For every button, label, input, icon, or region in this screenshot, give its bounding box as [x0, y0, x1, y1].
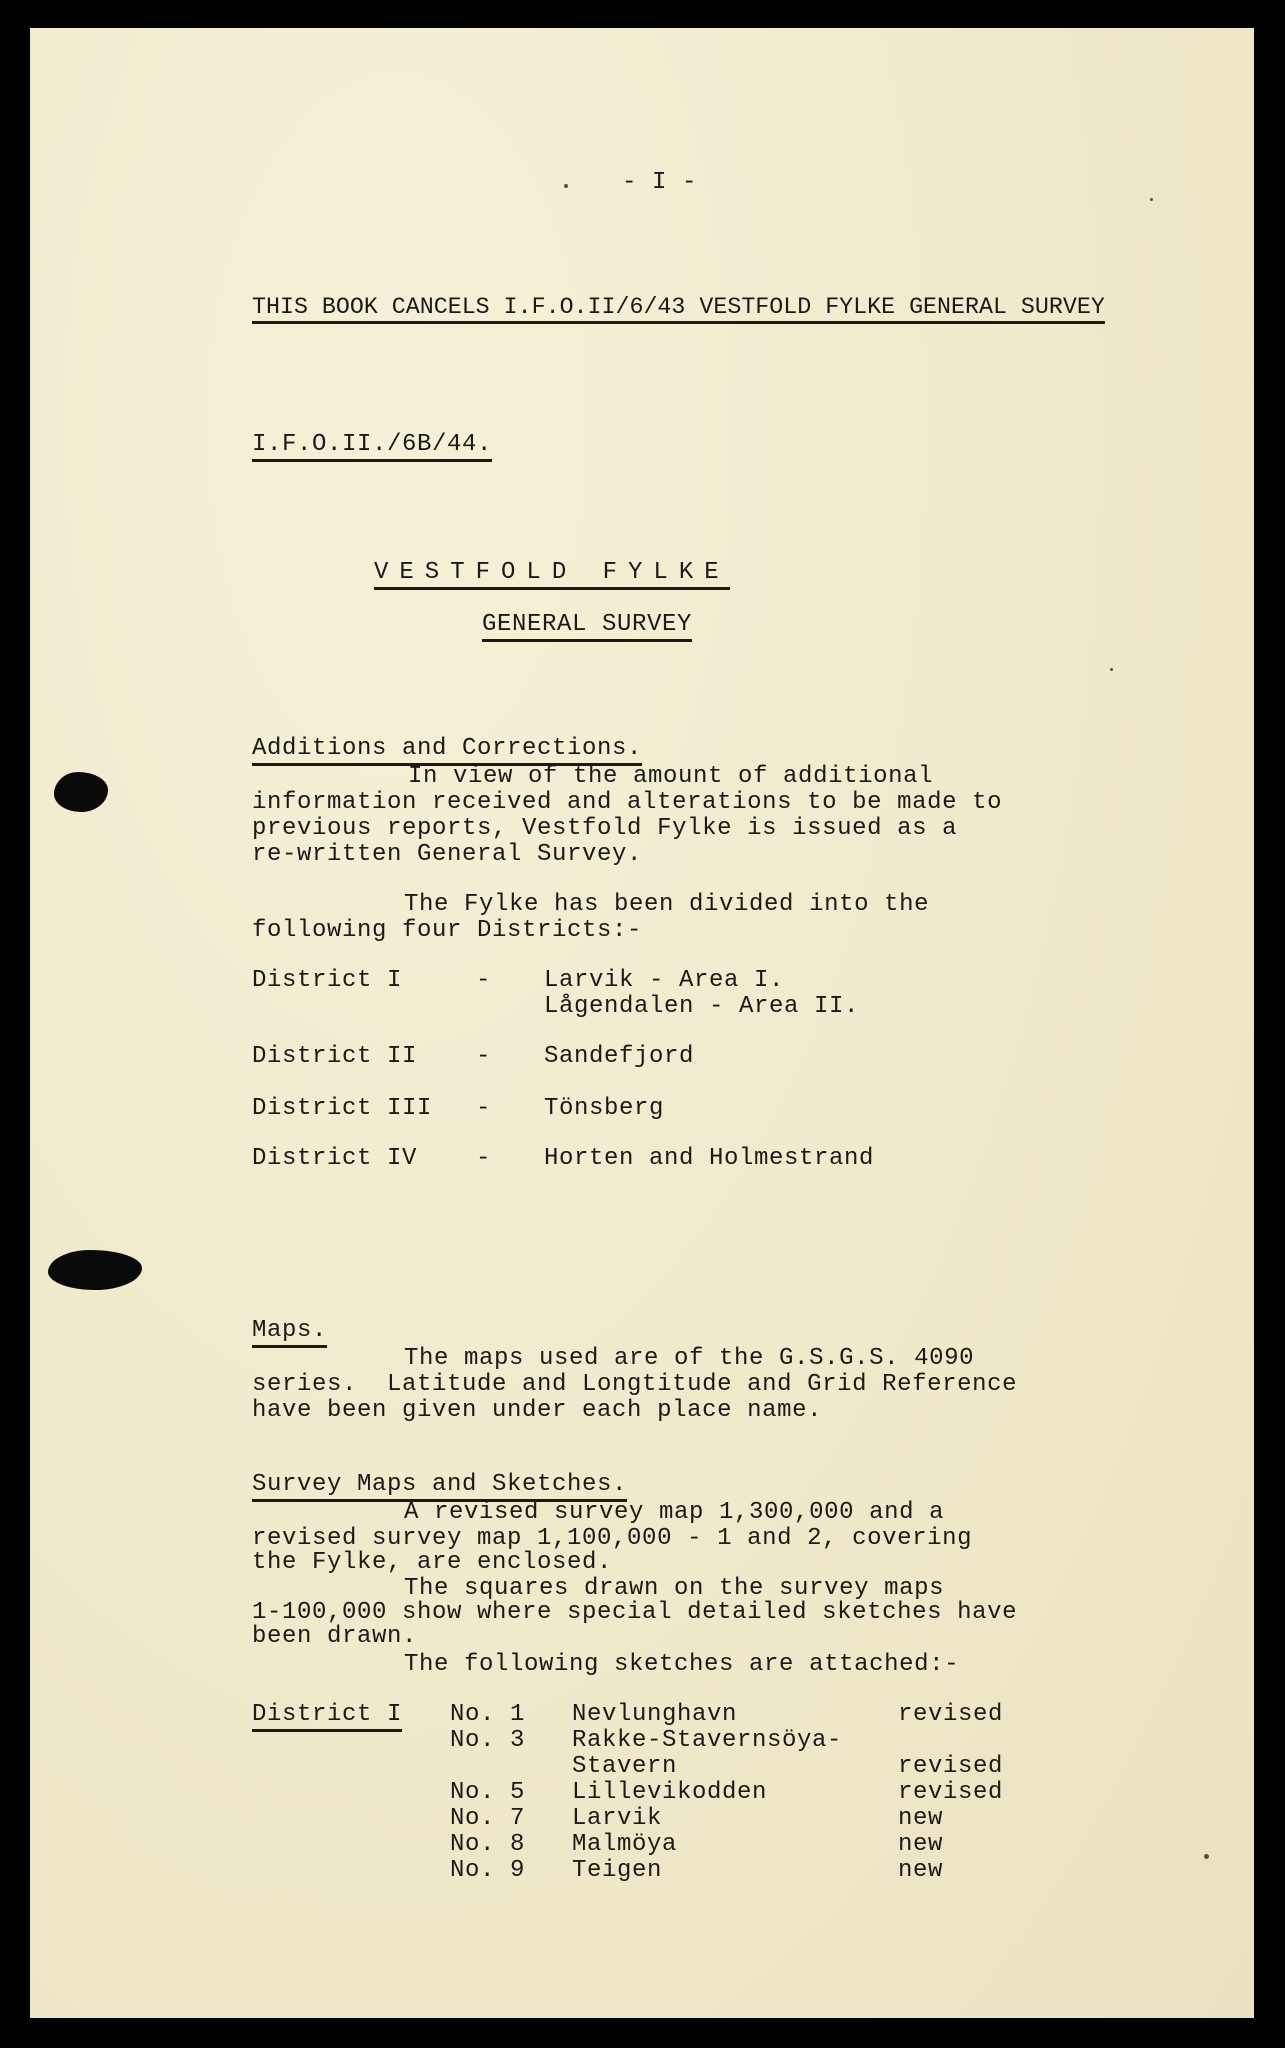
sketch-name: Rakke-Stavernsöya- — [572, 1727, 843, 1754]
survey-line: revised survey map 1,100,000 - 1 and 2, covering — [252, 1525, 973, 1552]
sketch-name: Nevlunghavn — [572, 1701, 738, 1728]
document-subtitle: GENERAL SURVEY — [482, 612, 692, 642]
sketch-number: No. 3 — [450, 1727, 526, 1754]
paper-speck — [1110, 668, 1113, 671]
maps-line: series. Latitude and Longtitude and Grid Reference — [252, 1371, 1018, 1398]
punch-hole-top — [54, 772, 108, 812]
district-place: Sandefjord — [544, 1043, 695, 1070]
district-name: District IV — [252, 1145, 418, 1172]
maps-line: The maps used are of the G.S.G.S. 4090 — [404, 1345, 975, 1372]
sketch-status: revised — [898, 1753, 1004, 1780]
sketch-name: Lillevikodden — [572, 1779, 768, 1806]
district-place: Tönsberg — [544, 1095, 665, 1122]
sketch-status: new — [898, 1857, 944, 1884]
additions-line: re-written General Survey. — [252, 841, 643, 868]
paper-speck — [564, 184, 568, 188]
sketch-status: new — [898, 1831, 944, 1858]
survey-line: The squares drawn on the survey maps — [404, 1575, 945, 1602]
punch-hole-bottom — [48, 1250, 142, 1290]
paper-speck — [1150, 198, 1153, 201]
sketch-status: revised — [898, 1779, 1004, 1806]
paper-speck — [1204, 1854, 1209, 1859]
division-line: following four Districts:- — [252, 917, 643, 944]
sketch-name: Larvik — [572, 1805, 663, 1832]
district-dash: - — [476, 1145, 492, 1172]
survey-line: A revised survey map 1,300,000 and a — [404, 1499, 945, 1526]
maps-line: have been given under each place name. — [252, 1397, 823, 1424]
survey-heading: Survey Maps and Sketches. — [252, 1472, 627, 1502]
additions-heading: Additions and Corrections. — [252, 736, 642, 766]
survey-line: been drawn. — [252, 1623, 418, 1650]
additions-line: information received and alterations to be made to — [252, 789, 1003, 816]
sketch-number: No. 5 — [450, 1779, 526, 1806]
survey-line: 1-100,000 show where special detailed sketches have — [252, 1599, 1018, 1626]
district-dash: - — [476, 1095, 492, 1122]
district-dash: - — [476, 967, 492, 994]
division-line: The Fylke has been divided into the — [404, 891, 930, 918]
sketch-number: No. 7 — [450, 1805, 526, 1832]
sketch-status: revised — [898, 1701, 1004, 1728]
sketch-number: No. 8 — [450, 1831, 526, 1858]
survey-line: The following sketches are attached:- — [404, 1651, 960, 1678]
district-place: Lågendalen - Area II. — [544, 993, 860, 1020]
sketch-district-label: District I — [252, 1702, 402, 1732]
district-dash: - — [476, 1043, 492, 1070]
additions-line: In view of the amount of additional — [408, 763, 934, 790]
sketch-number: No. 1 — [450, 1701, 526, 1728]
district-place: Larvik - Area I. — [544, 967, 785, 994]
sketch-name: Malmöya — [572, 1831, 678, 1858]
page-number: - I - — [622, 169, 698, 196]
reference-number: I.F.O.II./6B/44. — [252, 432, 492, 462]
survey-line: the Fylke, are enclosed. — [252, 1549, 613, 1576]
sketch-number: No. 9 — [450, 1857, 526, 1884]
cancel-notice: THIS BOOK CANCELS I.F.O.II/6/43 VESTFOLD FYLKE GENERAL SURVEY — [252, 294, 1105, 324]
sketch-name: Teigen — [572, 1857, 663, 1884]
document-page — [30, 28, 1254, 2018]
sketch-name: Stavern — [572, 1753, 678, 1780]
additions-line: previous reports, Vestfold Fylke is issued as a — [252, 815, 958, 842]
district-name: District I — [252, 967, 403, 994]
district-name: District III — [252, 1095, 433, 1122]
district-place: Horten and Holmestrand — [544, 1145, 875, 1172]
maps-heading: Maps. — [252, 1318, 327, 1348]
sketch-status: new — [898, 1805, 944, 1832]
document-title: VESTFOLD FYLKE — [374, 560, 730, 590]
district-name: District II — [252, 1043, 418, 1070]
